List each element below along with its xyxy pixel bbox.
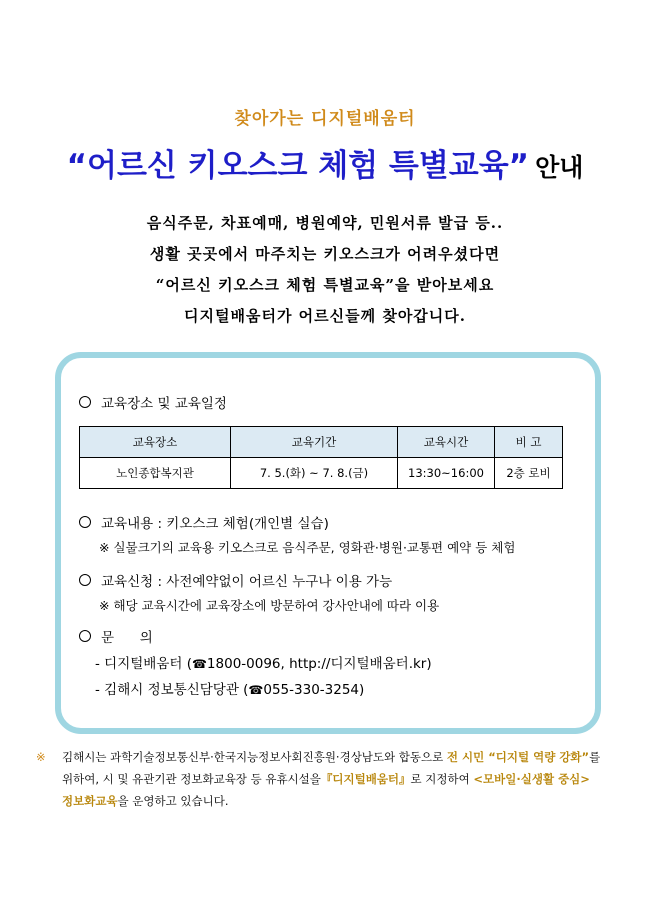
contact-prefix: - 김해시 정보통신담당관 ( — [95, 682, 249, 698]
intro-text — [0, 208, 650, 332]
title-main: “어르신 키오스크 체험 특별교육” — [66, 148, 530, 184]
schedule-heading: 교육장소 및 교육일정 — [101, 396, 227, 412]
inquiry-heading: 문 의 — [101, 630, 153, 646]
schedule-section — [79, 392, 227, 412]
table-header: 교육장소 — [80, 427, 231, 458]
table-header: 비 고 — [495, 427, 563, 458]
apply-heading: 교육신청 : 사전예약없이 어르신 누구나 이용 가능 — [101, 574, 393, 590]
contact-digital — [95, 652, 432, 672]
schedule-table — [79, 426, 563, 489]
phone-icon: ☎ — [191, 657, 207, 671]
intro-line: 음식주문, 차표예매, 병원예약, 민원서류 발급 등.. — [146, 214, 504, 232]
contact-gimhae — [95, 678, 364, 698]
table-header: 교육기간 — [231, 427, 398, 458]
table-cell: 노인종합복지관 — [80, 458, 231, 489]
contact-text: 055-330-3254) — [263, 682, 365, 698]
footer-text: 를 위하여, 시 및 유관기관 정보화교육장 등 유휴시설을 — [62, 750, 601, 786]
footer-bold: 『디지털배움터』 — [320, 772, 411, 786]
table-row — [80, 458, 563, 489]
intro-line: “어르신 키오스크 체험 특별교육”을 받아보세요 — [155, 276, 495, 294]
title-suffix: 안내 — [535, 153, 584, 182]
page-title — [0, 140, 650, 185]
contact-text: 1800-0096, http://디지털배움터.kr) — [206, 656, 432, 672]
contact-prefix: - 디지털배움터 ( — [95, 656, 192, 672]
inquiry-section — [79, 626, 153, 646]
content-section — [79, 512, 329, 532]
footer-text: 로 지정하여 — [410, 772, 474, 786]
apply-section — [79, 570, 392, 590]
footer-notice — [36, 746, 602, 812]
intro-line: 생활 곳곳에서 마주치는 키오스크가 어려우셨다면 — [149, 245, 501, 263]
circle-bullet-icon — [79, 516, 91, 528]
table-cell: 7. 5.(화) ~ 7. 8.(금) — [231, 458, 398, 489]
info-box — [55, 352, 601, 734]
table-cell: 13:30~16:00 — [398, 458, 495, 489]
table-header: 교육시간 — [398, 427, 495, 458]
apply-note: ※ 해당 교육시간에 교육장소에 방문하여 강사안내에 따라 이용 — [99, 598, 440, 613]
intro-line: 디지털배움터가 어르신들께 찾아갑니다. — [184, 307, 466, 325]
content-heading: 교육내용 : 키오스크 체험(개인별 실습) — [101, 516, 329, 532]
table-cell: 2층 로비 — [495, 458, 563, 489]
content-note: ※ 실물크기의 교육용 키오스크로 음식주문, 영화관·병원·교통편 예약 등 체험 — [99, 540, 516, 555]
table-header-row — [80, 427, 563, 458]
footer-text: 을 운영하고 있습니다. — [117, 794, 229, 808]
footer-text: 김해시는 과학기술정보통신부·한국지능정보사회진흥원·경상남도와 합동으로 — [62, 750, 447, 764]
circle-bullet-icon — [79, 630, 91, 642]
footer-bold: <모바일·실생활 중심> 정보화교육 — [62, 772, 590, 808]
circle-bullet-icon — [79, 396, 91, 408]
circle-bullet-icon — [79, 574, 91, 586]
footer-bold: 전 시민 “디지털 역량 강화” — [446, 750, 590, 764]
phone-icon: ☎ — [248, 683, 264, 697]
subtitle: 찾아가는 디지털배움터 — [234, 109, 416, 129]
note-mark: ※ — [36, 750, 46, 764]
